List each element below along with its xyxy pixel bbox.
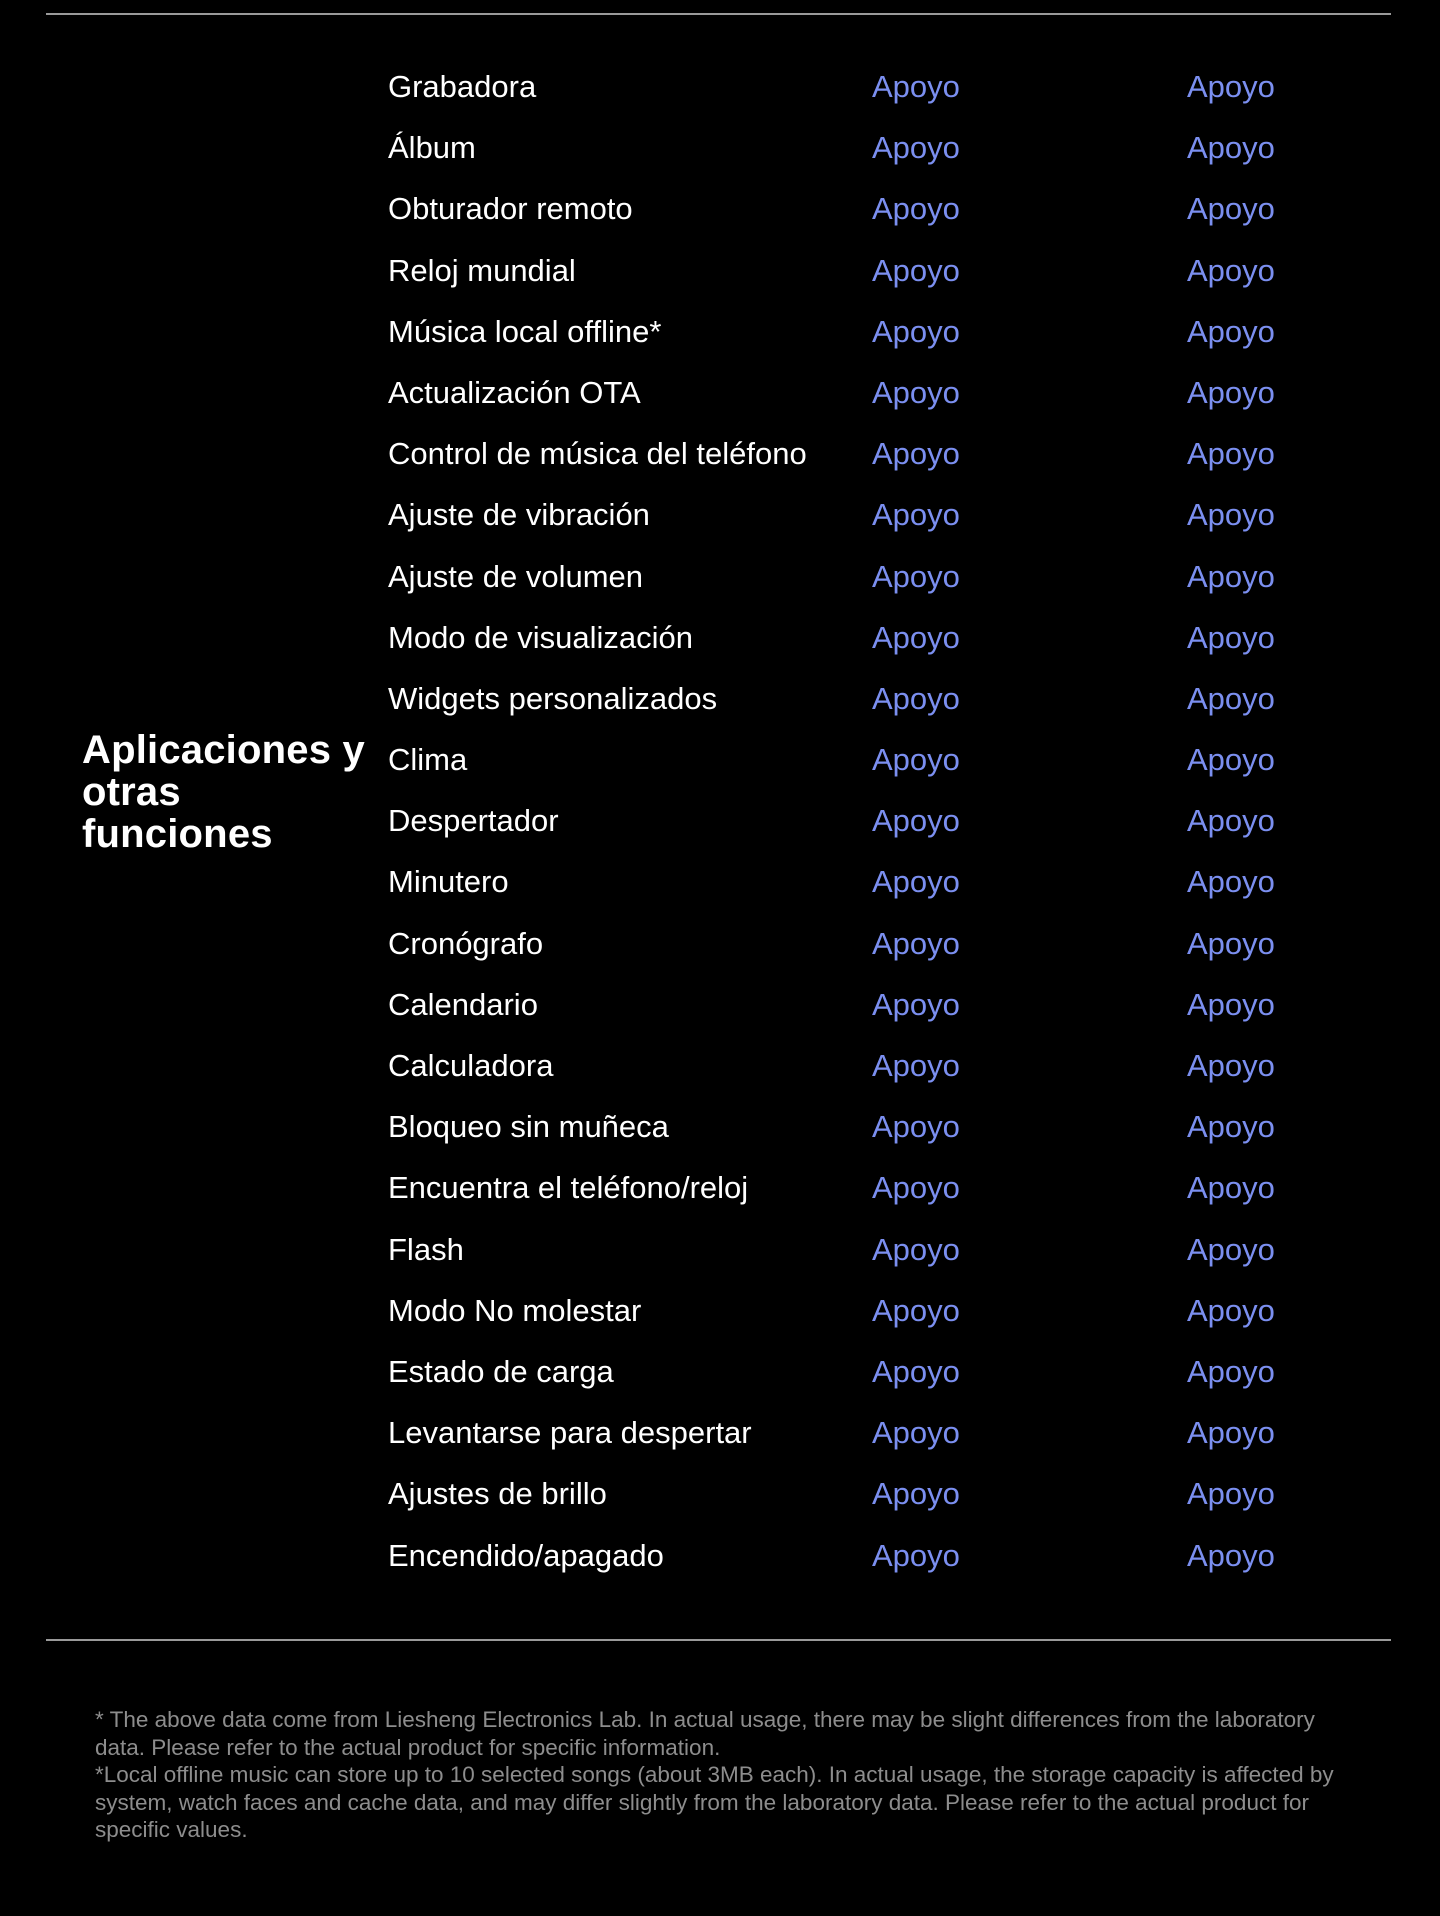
feature-name: Levantarse para despertar (388, 1415, 752, 1451)
feature-name: Minutero (388, 864, 509, 900)
section-title: Aplicaciones y otras funciones (82, 728, 365, 856)
support-value-col2: Apoyo (1187, 1231, 1275, 1267)
feature-name: Modo de visualización (388, 619, 694, 655)
feature-name: Modo No molestar (388, 1292, 642, 1328)
feature-name: Widgets personalizados (388, 680, 718, 716)
feature-row (0, 306, 1440, 367)
feature-row (0, 918, 1440, 979)
feature-row (0, 612, 1440, 673)
feature-row (0, 1285, 1440, 1346)
support-value-col2: Apoyo (1187, 742, 1275, 778)
support-value-col2: Apoyo (1187, 252, 1275, 288)
support-value-col1: Apoyo (872, 1292, 960, 1328)
feature-name: Música local offline* (388, 313, 662, 349)
support-value-col2: Apoyo (1187, 1415, 1275, 1451)
feature-row (0, 551, 1440, 612)
feature-name: Actualización OTA (388, 374, 641, 410)
feature-row (0, 1224, 1440, 1285)
feature-row (0, 489, 1440, 550)
support-value-col2: Apoyo (1187, 864, 1275, 900)
feature-name: Grabadora (388, 69, 537, 104)
feature-name: Ajustes de brillo (388, 1476, 607, 1512)
support-value-col1: Apoyo (872, 252, 960, 288)
support-value-col2: Apoyo (1187, 1170, 1275, 1206)
feature-name: Control de música del teléfono (388, 436, 807, 472)
feature-row (0, 734, 1440, 795)
feature-name: Calendario (388, 986, 538, 1022)
support-value-col1: Apoyo (872, 864, 960, 900)
support-value-col1: Apoyo (872, 1170, 960, 1206)
feature-row (0, 122, 1440, 183)
support-value-col2: Apoyo (1187, 191, 1275, 227)
support-value-col2: Apoyo (1187, 986, 1275, 1022)
support-value-col2: Apoyo (1187, 497, 1275, 533)
feature-row (0, 1407, 1440, 1468)
support-value-col2: Apoyo (1187, 558, 1275, 594)
feature-row (0, 856, 1440, 917)
support-value-col1: Apoyo (872, 619, 960, 655)
support-value-col2: Apoyo (1187, 680, 1275, 716)
feature-name: Cronógrafo (388, 925, 544, 961)
feature-row (0, 183, 1440, 244)
support-value-col1: Apoyo (872, 986, 960, 1022)
support-value-col2: Apoyo (1187, 69, 1275, 104)
support-value-col1: Apoyo (872, 803, 960, 839)
support-value-col1: Apoyo (872, 925, 960, 961)
feature-list (0, 61, 1440, 1591)
support-value-col1: Apoyo (872, 1537, 960, 1573)
support-value-col2: Apoyo (1187, 803, 1275, 839)
feature-row (0, 367, 1440, 428)
feature-name: Ajuste de vibración (388, 497, 650, 533)
support-value-col1: Apoyo (872, 1415, 960, 1451)
support-value-col1: Apoyo (872, 374, 960, 410)
support-value-col2: Apoyo (1187, 619, 1275, 655)
support-value-col1: Apoyo (872, 1048, 960, 1083)
feature-name: Despertador (388, 803, 559, 839)
support-value-col2: Apoyo (1187, 925, 1275, 961)
support-value-col1: Apoyo (872, 1476, 960, 1512)
support-value-col1: Apoyo (872, 130, 960, 166)
support-value-col1: Apoyo (872, 1109, 960, 1145)
support-value-col1: Apoyo (872, 1231, 960, 1267)
bottom-divider (46, 1639, 1391, 1641)
feature-row (0, 1101, 1440, 1162)
footnotes (95, 1706, 1355, 1844)
feature-name: Álbum (388, 130, 476, 166)
support-value-col1: Apoyo (872, 69, 960, 104)
support-value-col1: Apoyo (872, 497, 960, 533)
support-value-col2: Apoyo (1187, 1109, 1275, 1145)
top-divider (46, 13, 1391, 15)
feature-name: Reloj mundial (388, 252, 576, 288)
support-value-col1: Apoyo (872, 680, 960, 716)
feature-row (0, 1468, 1440, 1529)
feature-row (0, 61, 1440, 122)
support-value-col1: Apoyo (872, 1353, 960, 1389)
footnote: *Local offline music can store up to 10 selected songs (about 3MB each). In actual usage, the storage capacity is affected by system, watch faces and cache data, and may differ slightly from the laboratory data. Please refer to the actual product for specific values. (95, 1762, 1334, 1842)
support-value-col2: Apoyo (1187, 436, 1275, 472)
support-value-col2: Apoyo (1187, 1048, 1275, 1083)
feature-row (0, 1346, 1440, 1407)
support-value-col2: Apoyo (1187, 374, 1275, 410)
support-value-col1: Apoyo (872, 436, 960, 472)
feature-name: Clima (388, 742, 468, 778)
feature-row (0, 795, 1440, 856)
feature-name: Encuentra el teléfono/reloj (388, 1170, 749, 1206)
feature-name: Flash (388, 1231, 464, 1267)
support-value-col1: Apoyo (872, 191, 960, 227)
feature-name: Calculadora (388, 1048, 554, 1083)
feature-row (0, 245, 1440, 306)
support-value-col2: Apoyo (1187, 1476, 1275, 1512)
support-value-col1: Apoyo (872, 313, 960, 349)
support-value-col2: Apoyo (1187, 130, 1275, 166)
feature-name: Bloqueo sin muñeca (388, 1109, 669, 1145)
footnote: * The above data come from Liesheng Electronics Lab. In actual usage, there may be slight differences from the laboratory data. Please refer to the actual product for specific information. (95, 1707, 1315, 1760)
feature-name: Estado de carga (388, 1353, 614, 1389)
feature-name: Encendido/apagado (388, 1537, 664, 1573)
feature-row (0, 673, 1440, 734)
support-value-col2: Apoyo (1187, 313, 1275, 349)
feature-row (0, 428, 1440, 489)
support-value-col2: Apoyo (1187, 1292, 1275, 1328)
feature-row (0, 1530, 1440, 1591)
feature-name: Ajuste de volumen (388, 558, 644, 594)
support-value-col1: Apoyo (872, 558, 960, 594)
support-value-col2: Apoyo (1187, 1537, 1275, 1573)
feature-row (0, 979, 1440, 1040)
support-value-col1: Apoyo (872, 742, 960, 778)
feature-row (0, 1162, 1440, 1223)
feature-row (0, 1040, 1440, 1101)
feature-name: Obturador remoto (388, 191, 633, 227)
support-value-col2: Apoyo (1187, 1353, 1275, 1389)
